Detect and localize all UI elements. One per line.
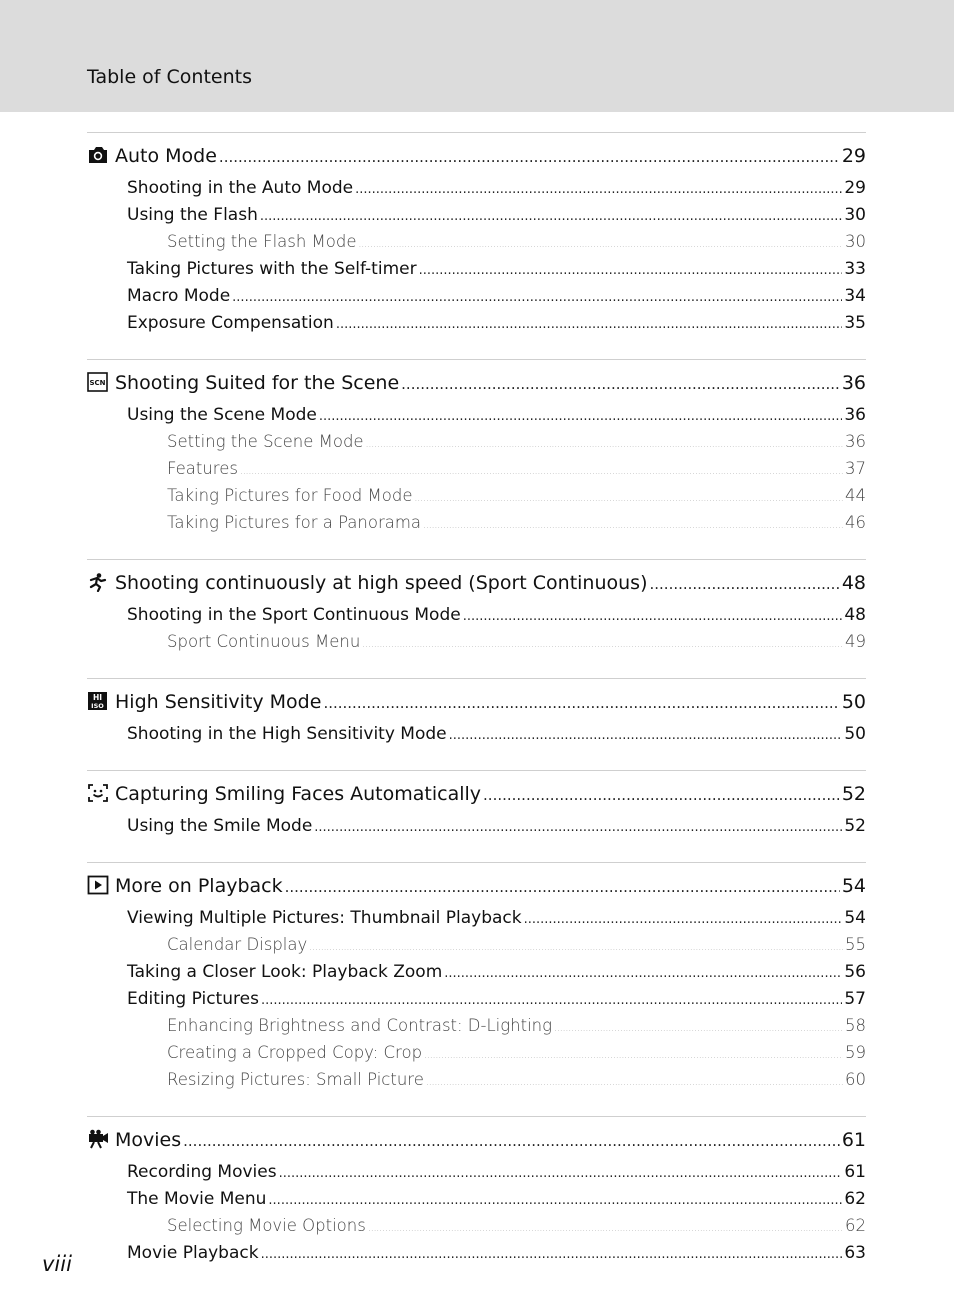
sport-continuous-icon <box>87 572 109 592</box>
toc-entry-text: High Sensitivity Mode <box>115 691 322 713</box>
toc-page-number: 61 <box>844 1162 866 1182</box>
toc-entry-label <box>87 687 321 717</box>
dot-leader <box>260 204 843 230</box>
dot-leader <box>261 1242 843 1268</box>
toc-section-entry[interactable] <box>127 959 866 986</box>
toc-section-entry[interactable] <box>127 602 866 629</box>
toc-subsection-entry[interactable] <box>167 1067 866 1094</box>
toc-page-number: 52 <box>844 816 866 836</box>
toc-section <box>87 770 866 862</box>
toc-entry-label <box>127 721 447 747</box>
toc-entry-text: Taking Pictures with the Self-timer <box>127 259 417 279</box>
dot-leader <box>463 604 843 630</box>
toc-entry-label <box>127 1186 266 1212</box>
toc-entry-label <box>127 602 461 628</box>
toc-section <box>87 359 866 559</box>
toc-entry-text: Taking a Closer Look: Playback Zoom <box>127 962 443 982</box>
dot-leader <box>366 432 843 458</box>
toc-entry-text: Shooting in the High Sensitivity Mode <box>127 724 447 744</box>
camera-icon <box>87 145 109 165</box>
toc-subsection-entry[interactable] <box>167 932 866 959</box>
toc-section-entry[interactable] <box>127 813 866 840</box>
toc-chapter-entry[interactable] <box>87 779 866 813</box>
toc-page-number: 46 <box>845 513 866 532</box>
toc-section-entry[interactable] <box>127 905 866 932</box>
toc-entry-label <box>127 175 353 201</box>
toc-entry-text: Taking Pictures for a Panorama <box>167 513 422 532</box>
toc-entry-label <box>127 283 230 309</box>
toc-section-entry[interactable] <box>127 986 866 1013</box>
toc-page-number: 63 <box>844 1243 866 1263</box>
toc-page-number: 61 <box>841 1129 866 1151</box>
toc-entry-text: Viewing Multiple Pictures: Thumbnail Playback <box>127 908 522 928</box>
toc-entry-label <box>127 256 417 282</box>
dot-leader <box>355 177 842 203</box>
toc-page-number: 29 <box>841 145 866 167</box>
page-title: Table of Contents <box>87 66 252 88</box>
toc-page-number: 54 <box>844 908 866 928</box>
toc-entry-label <box>87 141 217 171</box>
toc-page-number: 52 <box>841 783 866 805</box>
toc-entry-label <box>167 1013 552 1039</box>
toc-entry-text: Editing Pictures <box>127 989 259 1009</box>
toc-entry-label <box>127 959 442 985</box>
toc-entry-text: Shooting Suited for the Scene <box>115 372 400 394</box>
toc-section <box>87 132 866 359</box>
dot-leader <box>444 961 842 987</box>
toc-entry-text: Movies <box>115 1129 182 1151</box>
toc-section <box>87 862 866 1116</box>
dot-leader <box>261 988 842 1014</box>
toc-entry-label <box>127 1240 259 1266</box>
toc-entry-label <box>167 1040 422 1066</box>
toc-entry-text: Using the Smile Mode <box>127 816 313 836</box>
toc-subsection-entry[interactable] <box>167 429 866 456</box>
dot-leader <box>219 142 840 172</box>
dot-leader <box>419 258 843 284</box>
toc-subsection-entry[interactable] <box>167 510 866 537</box>
toc-entry-label <box>127 813 312 839</box>
toc-entry-label <box>167 1213 366 1239</box>
toc-entry-label <box>87 368 399 398</box>
toc-page-number: 54 <box>841 875 866 897</box>
toc-entry-text: Calendar Display <box>167 935 308 954</box>
toc-section <box>87 1116 866 1289</box>
playback-icon <box>87 875 109 895</box>
toc-entry-text: Sport Continuous Menu <box>167 632 361 651</box>
svg-text:ISO: ISO <box>91 702 104 710</box>
toc-page-number: 60 <box>845 1070 866 1089</box>
toc-subsection-entry[interactable] <box>167 483 866 510</box>
toc-entry-label <box>167 483 413 509</box>
toc-chapter-entry[interactable] <box>87 871 866 905</box>
toc-entry-label <box>127 402 317 428</box>
toc-entry-label <box>87 1125 181 1155</box>
toc-page-number: 33 <box>844 259 866 279</box>
toc-entry-text: Shooting in the Sport Continuous Mode <box>127 605 461 625</box>
dot-leader <box>183 1126 840 1156</box>
toc-entry-text: Creating a Cropped Copy: Crop <box>167 1043 423 1062</box>
toc-entry-label <box>87 779 481 809</box>
toc-entry-text: Auto Mode <box>115 145 217 167</box>
toc-section-entry[interactable] <box>127 202 866 229</box>
toc-chapter-entry[interactable] <box>87 368 866 402</box>
toc-subsection-entry[interactable] <box>167 229 866 256</box>
toc-page-number: 36 <box>841 372 866 394</box>
table-of-contents <box>87 132 866 1289</box>
toc-page-number: 30 <box>844 205 866 225</box>
toc-chapter-entry[interactable] <box>87 568 866 602</box>
toc-entry-label <box>167 229 357 255</box>
toc-entry-text: Enhancing Brightness and Contrast: D-Lighting <box>167 1016 553 1035</box>
dot-leader <box>232 285 842 311</box>
toc-entry-text: Exposure Compensation <box>127 313 334 333</box>
toc-subsection-entry[interactable] <box>167 629 866 656</box>
toc-entry-label <box>127 986 259 1012</box>
toc-entry-text: Taking Pictures for Food Mode <box>167 486 413 505</box>
dot-leader <box>362 632 843 658</box>
toc-chapter-entry[interactable] <box>87 1125 866 1159</box>
dot-leader <box>279 1161 843 1187</box>
toc-entry-label <box>167 456 238 482</box>
toc-chapter-entry[interactable] <box>87 141 866 175</box>
toc-entry-label <box>167 510 421 536</box>
toc-entry-text: Shooting continuously at high speed (Sport Continuous) <box>115 572 648 594</box>
dot-leader <box>426 1070 843 1096</box>
toc-entry-label <box>127 202 258 228</box>
toc-section <box>87 678 866 770</box>
high-iso-icon <box>87 691 109 711</box>
dot-leader <box>323 688 839 718</box>
toc-page-number: 62 <box>844 1189 866 1209</box>
toc-section-entry[interactable] <box>127 1240 866 1267</box>
toc-section-entry[interactable] <box>127 310 866 337</box>
toc-subsection-entry[interactable] <box>167 1013 866 1040</box>
toc-section-entry[interactable] <box>127 1159 866 1186</box>
dot-leader <box>415 486 844 512</box>
toc-entry-label <box>167 932 307 958</box>
toc-page-number: 36 <box>844 405 866 425</box>
dot-leader <box>240 459 843 485</box>
dot-leader <box>268 1188 842 1214</box>
toc-page-number: 44 <box>845 486 866 505</box>
toc-section-entry[interactable] <box>127 175 866 202</box>
toc-entry-label <box>167 1067 424 1093</box>
scene-mode-icon <box>87 372 109 392</box>
toc-page-number: 50 <box>841 691 866 713</box>
toc-subsection-entry[interactable] <box>167 456 866 483</box>
toc-entry-text: Movie Playback <box>127 1243 259 1263</box>
toc-entry-text: Setting the Scene Mode <box>167 432 364 451</box>
dot-leader <box>650 569 840 599</box>
toc-entry-text: More on Playback <box>115 875 283 897</box>
smile-mode-icon <box>87 783 109 803</box>
page-number: viii <box>42 1252 72 1276</box>
toc-page-number: 57 <box>844 989 866 1009</box>
toc-entry-text: Shooting in the Auto Mode <box>127 178 354 198</box>
dot-leader <box>309 935 843 961</box>
toc-page-number: 48 <box>841 572 866 594</box>
toc-entry-text: The Movie Menu <box>127 1189 267 1209</box>
toc-page-number: 36 <box>845 432 866 451</box>
toc-subsection-entry[interactable] <box>167 1213 866 1240</box>
toc-subsection-entry[interactable] <box>167 1040 866 1067</box>
toc-section-entry[interactable] <box>127 402 866 429</box>
toc-section-entry[interactable] <box>127 721 866 748</box>
toc-entry-text: Using the Flash <box>127 205 258 225</box>
toc-entry-label <box>167 629 360 655</box>
toc-entry-label <box>127 1159 277 1185</box>
toc-entry-label <box>127 310 334 336</box>
toc-entry-label <box>127 905 522 931</box>
toc-page-number: 55 <box>845 935 866 954</box>
dot-leader <box>359 232 843 258</box>
toc-entry-text: Setting the Flash Mode <box>167 232 357 251</box>
toc-page-number: 56 <box>844 962 866 982</box>
toc-chapter-entry[interactable] <box>87 687 866 721</box>
svg-text:SCN: SCN <box>89 379 106 387</box>
dot-leader <box>554 1016 843 1042</box>
toc-page-number: 37 <box>845 459 866 478</box>
dot-leader <box>424 1043 843 1069</box>
dot-leader <box>319 404 843 430</box>
dot-leader <box>314 815 842 841</box>
toc-page-number: 30 <box>845 232 866 251</box>
dot-leader <box>423 513 843 539</box>
svg-text:HI: HI <box>92 693 103 702</box>
toc-section <box>87 559 866 678</box>
dot-leader <box>285 872 840 902</box>
toc-page-number: 58 <box>845 1016 866 1035</box>
toc-page-number: 48 <box>844 605 866 625</box>
toc-entry-text: Recording Movies <box>127 1162 277 1182</box>
dot-leader <box>524 907 843 933</box>
dot-leader <box>336 312 843 338</box>
dot-leader <box>483 780 840 810</box>
toc-entry-text: Using the Scene Mode <box>127 405 317 425</box>
toc-page-number: 35 <box>844 313 866 333</box>
dot-leader <box>449 723 843 749</box>
toc-section-entry[interactable] <box>127 1186 866 1213</box>
toc-entry-text: Features <box>167 459 238 478</box>
toc-entry-label <box>167 429 364 455</box>
dot-leader <box>368 1216 843 1242</box>
page-header <box>0 0 954 112</box>
toc-page-number: 50 <box>844 724 866 744</box>
movie-icon <box>87 1129 109 1149</box>
toc-entry-label <box>87 871 283 901</box>
toc-page-number: 49 <box>845 632 866 651</box>
toc-entry-label <box>87 568 648 598</box>
toc-page-number: 62 <box>845 1216 866 1235</box>
toc-entry-text: Capturing Smiling Faces Automatically <box>115 783 482 805</box>
toc-entry-text: Resizing Pictures: Small Picture <box>167 1070 424 1089</box>
toc-page-number: 29 <box>844 178 866 198</box>
dot-leader <box>401 369 840 399</box>
toc-entry-text: Macro Mode <box>127 286 231 306</box>
toc-entry-text: Selecting Movie Options <box>167 1216 366 1235</box>
toc-section-entry[interactable] <box>127 256 866 283</box>
toc-section-entry[interactable] <box>127 283 866 310</box>
toc-page-number: 34 <box>844 286 866 306</box>
toc-page-number: 59 <box>845 1043 866 1062</box>
